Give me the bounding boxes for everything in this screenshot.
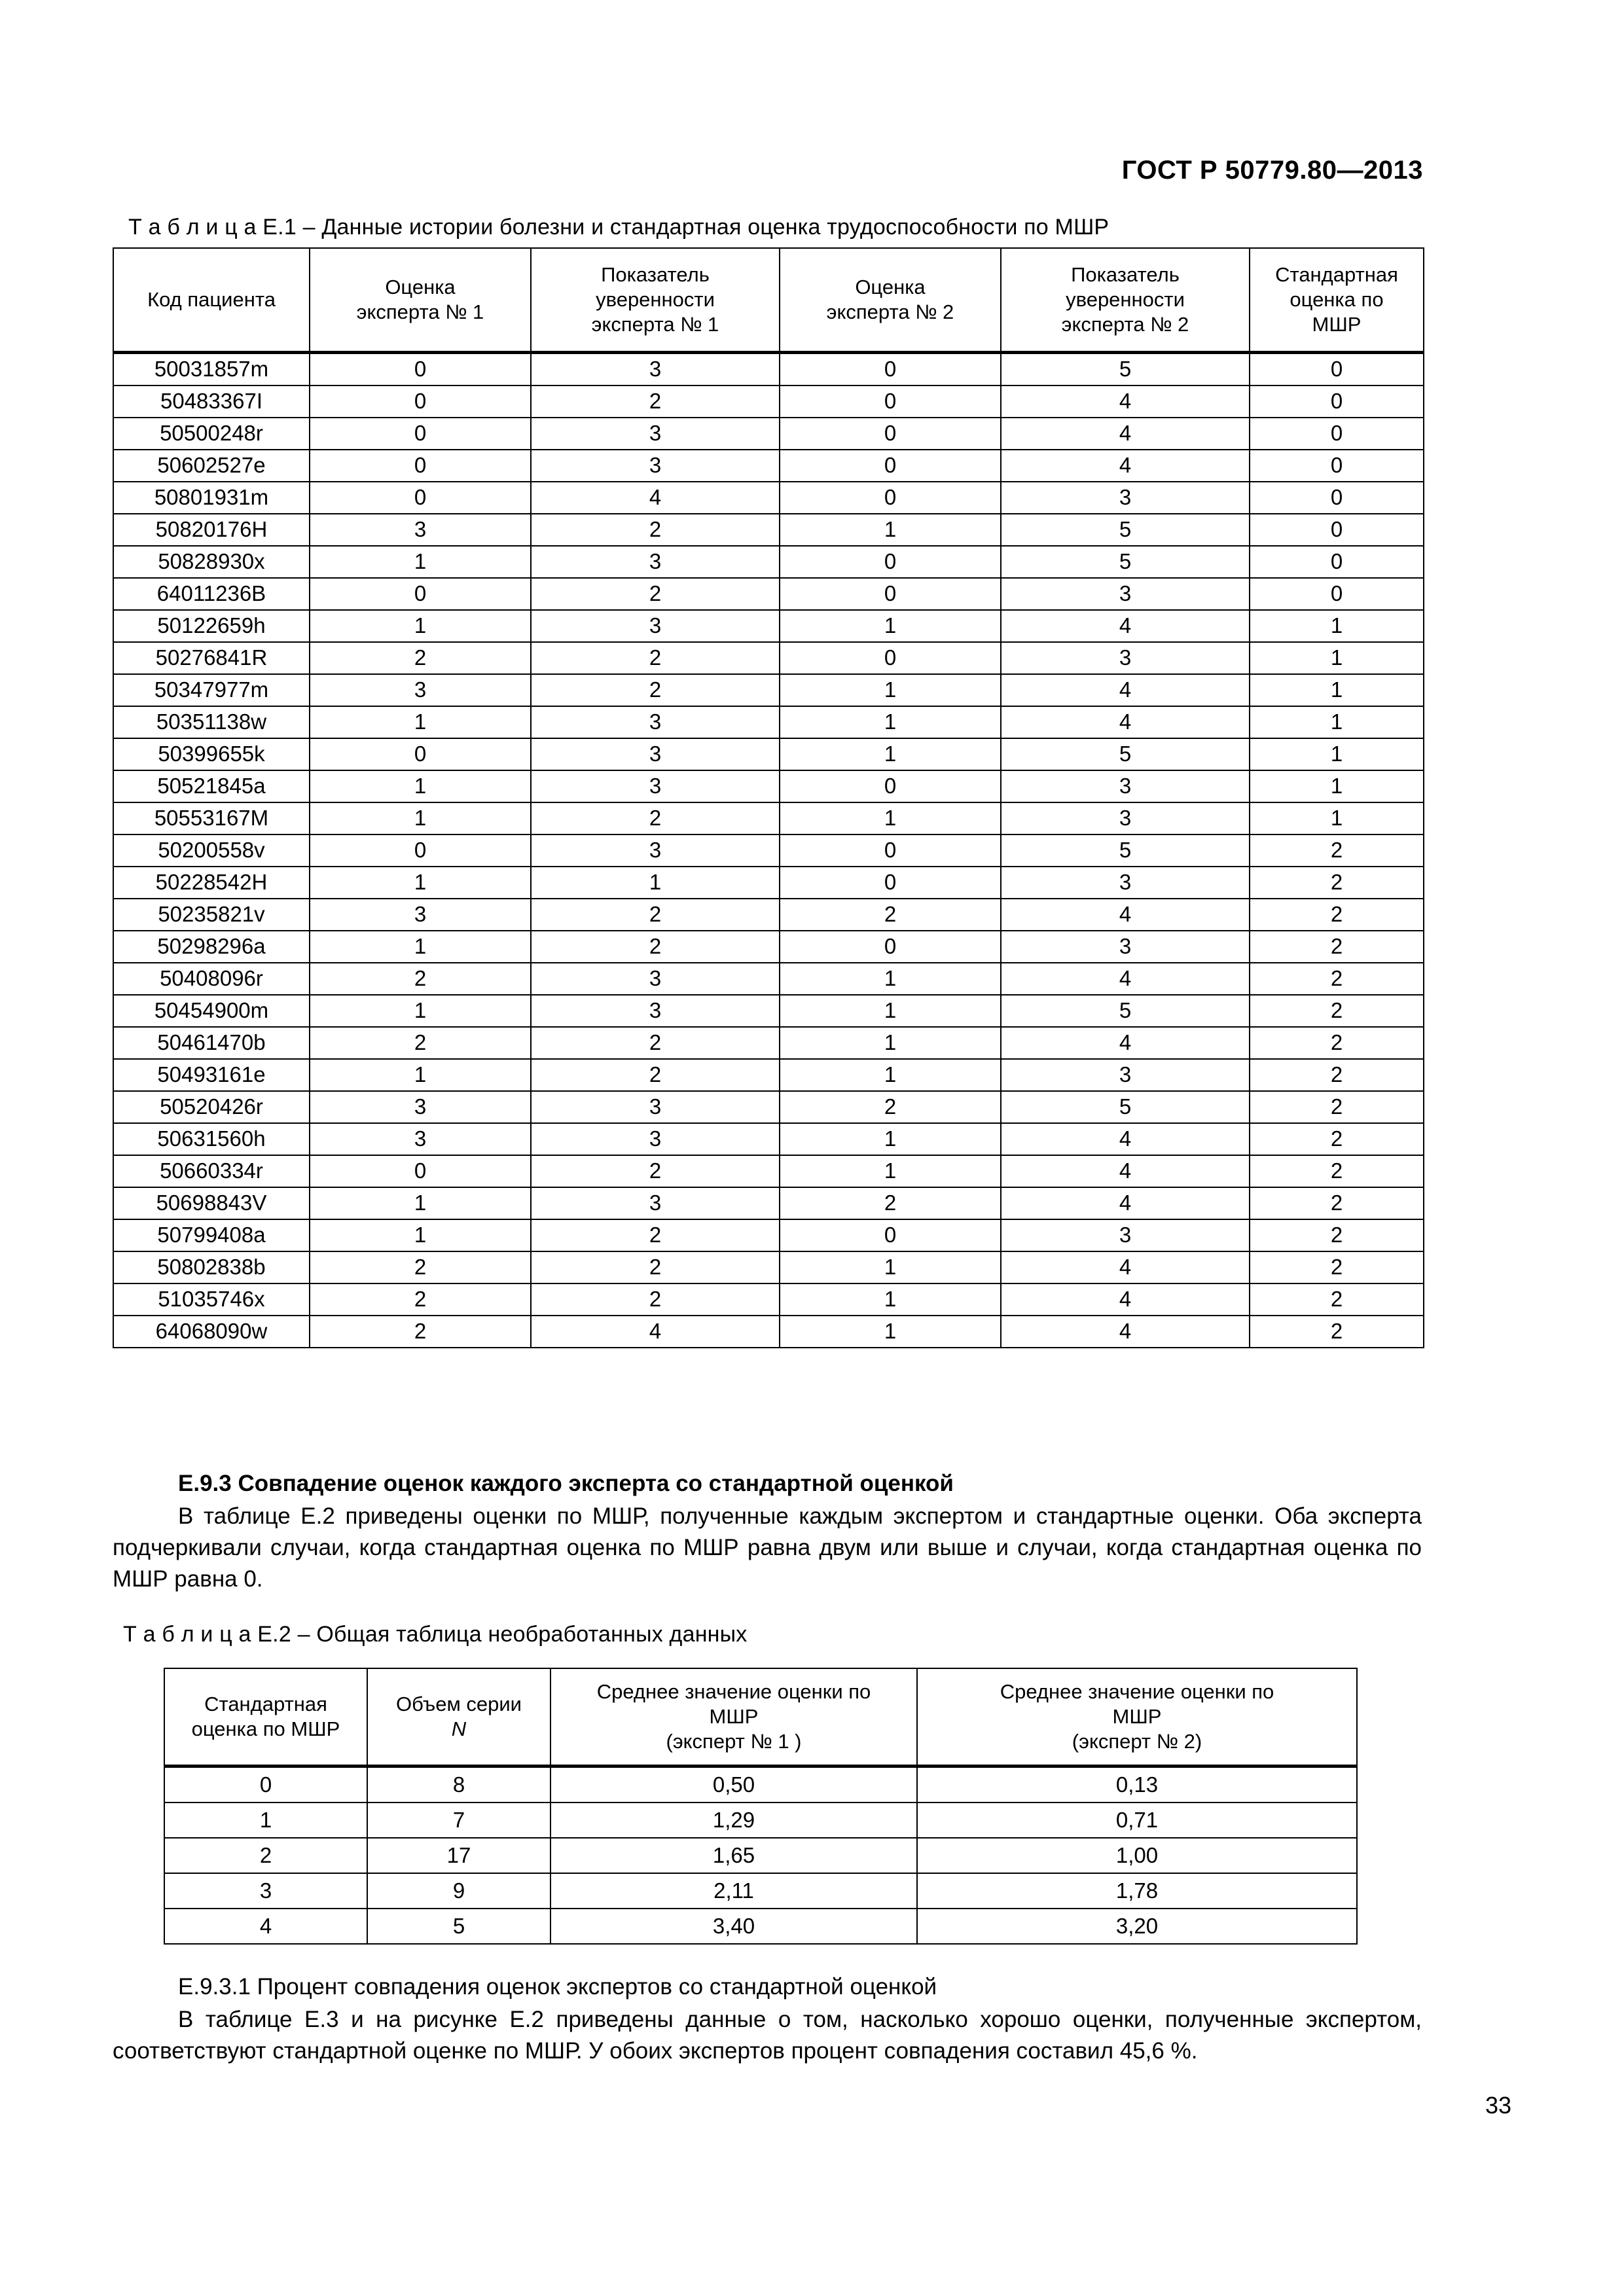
header-line: Оценка (385, 276, 456, 299)
table-cell: 0 (310, 578, 531, 610)
table-row (113, 1155, 1424, 1187)
table-cell: 0 (1250, 386, 1424, 418)
table-row (113, 706, 1424, 738)
section-e931-paragraph: В таблице Е.3 и на рисунке Е.2 приведены данные о том, насколько хорошо оценки, полученные экспертом, соответствуют стандартной оценке по МШР. У обоих экспертов процент совпадения составил 45,6 %. (113, 2006, 1422, 2064)
table-cell: 1 (780, 1155, 1001, 1187)
table-cell: 0 (780, 353, 1001, 386)
table-cell: 3 (531, 1187, 780, 1219)
table-cell: 3 (531, 546, 780, 578)
table-row (113, 867, 1424, 899)
table-cell: 1 (310, 1187, 531, 1219)
table-cell: 2 (531, 386, 780, 418)
table-e1-header-cell-4 (1001, 248, 1250, 353)
table-cell: 0 (780, 546, 1001, 578)
table-row (113, 963, 1424, 995)
table-cell: 1 (1250, 706, 1424, 738)
table-cell: 0 (1250, 514, 1424, 546)
header-line: МШР (709, 1705, 759, 1729)
table-cell: 4 (1001, 1187, 1250, 1219)
table-e1-header-cell-5 (1250, 248, 1424, 353)
section-e931 (113, 1971, 1422, 2067)
table-cell: 1 (1250, 610, 1424, 642)
header-line: Стандартная (1275, 263, 1398, 287)
header-line: (эксперт № 1 ) (666, 1729, 802, 1753)
table-e2-body (164, 1767, 1357, 1945)
table-cell: 3 (1001, 802, 1250, 834)
header-line: Среднее значение оценки по (1000, 1680, 1274, 1704)
table-cell: 0,13 (917, 1767, 1357, 1803)
table-cell: 0 (310, 418, 531, 450)
table-cell: 1 (310, 546, 531, 578)
table-cell: 0 (310, 353, 531, 386)
table-cell: 3 (310, 899, 531, 931)
table-cell: 5 (1001, 834, 1250, 867)
table-cell: 2 (164, 1838, 367, 1873)
table-cell: 4 (1001, 674, 1250, 706)
table-row (113, 1123, 1424, 1155)
table-cell: 0 (780, 1219, 1001, 1251)
table-cell: 5 (1001, 1091, 1250, 1123)
header-line: уверенности (1066, 288, 1185, 312)
table-e2-header-cell-2 (550, 1668, 917, 1767)
table-row (113, 1283, 1424, 1316)
table-cell: 50553167M (113, 802, 310, 834)
table-cell: 4 (1001, 963, 1250, 995)
table-cell: 1 (1250, 802, 1424, 834)
table-cell: 1 (310, 1219, 531, 1251)
table-row (113, 1027, 1424, 1059)
header-line: эксперта № 1 (591, 312, 719, 336)
table-cell: 50031857m (113, 353, 310, 386)
table-cell: 0 (1250, 578, 1424, 610)
table-row (113, 386, 1424, 418)
header-line: Показатель (601, 263, 710, 287)
header-line: Среднее значение оценки по (596, 1680, 871, 1704)
table-cell: 0 (310, 1155, 531, 1187)
table-cell: 3 (1001, 931, 1250, 963)
table-cell: 3 (531, 834, 780, 867)
table-cell: 3,40 (550, 1909, 917, 1944)
table-cell: 2 (1250, 995, 1424, 1027)
table-cell: 2 (780, 899, 1001, 931)
table-cell: 1 (531, 867, 780, 899)
table-row (113, 899, 1424, 931)
table-e1-header-cell-2 (531, 248, 780, 353)
table-cell: 1 (780, 963, 1001, 995)
table-cell: 2 (531, 578, 780, 610)
table-cell: 8 (367, 1767, 550, 1803)
table-e1-caption: Т а б л и ц а Е.1 – Данные истории болезни и стандартная оценка трудоспособности по МШР (128, 215, 1110, 240)
table-cell: 4 (1001, 610, 1250, 642)
table-cell: 50200558v (113, 834, 310, 867)
table-e2 (164, 1668, 1358, 1945)
table-cell: 2 (531, 642, 780, 674)
table-cell: 1 (1250, 674, 1424, 706)
table-cell: 50351138w (113, 706, 310, 738)
table-cell: 7 (367, 1803, 550, 1838)
table-cell: 51035746x (113, 1283, 310, 1316)
table-cell: 1 (780, 1251, 1001, 1283)
table-row (164, 1838, 1357, 1873)
table-row (113, 1187, 1424, 1219)
table-cell: 1,65 (550, 1838, 917, 1873)
table-cell: 2 (1250, 1091, 1424, 1123)
table-cell: 50483367I (113, 386, 310, 418)
table-cell: 2 (1250, 963, 1424, 995)
table-cell: 0 (310, 482, 531, 514)
table-cell: 2 (1250, 1251, 1424, 1283)
table-e1-header-cell-1 (310, 248, 531, 353)
table-cell: 0 (310, 738, 531, 770)
section-e931-heading: Е.9.3.1 Процент совпадения оценок экспертов со стандартной оценкой (178, 1974, 937, 2000)
table-cell: 1 (310, 931, 531, 963)
table-row (164, 1767, 1357, 1803)
table-e1-body (113, 353, 1424, 1348)
table-cell: 3 (1001, 1219, 1250, 1251)
table-cell: 3 (531, 1091, 780, 1123)
table-cell: 1 (780, 674, 1001, 706)
table-row (113, 642, 1424, 674)
table-e1-head (113, 248, 1424, 353)
table-cell: 2 (1250, 1316, 1424, 1348)
table-cell: 3 (531, 995, 780, 1027)
table-cell: 3 (1001, 642, 1250, 674)
header-line: оценка по (1290, 288, 1384, 312)
table-cell: 50298296a (113, 931, 310, 963)
table-cell: 0 (780, 386, 1001, 418)
table-cell: 9 (367, 1873, 550, 1909)
table-cell: 2 (1250, 1123, 1424, 1155)
table-cell: 50520426r (113, 1091, 310, 1123)
table-cell: 1 (780, 995, 1001, 1027)
table-cell: 3 (164, 1873, 367, 1909)
header-line: эксперта № 2 (826, 300, 954, 323)
table-cell: 2 (1250, 1027, 1424, 1059)
table-cell: 3 (1001, 867, 1250, 899)
table-cell: 50122659h (113, 610, 310, 642)
table-row (113, 482, 1424, 514)
table-row (113, 802, 1424, 834)
standard-header: ГОСТ Р 50779.80—2013 (1121, 156, 1423, 185)
table-e1 (113, 247, 1424, 1348)
table-cell: 2,11 (550, 1873, 917, 1909)
table-cell: 2 (1250, 1155, 1424, 1187)
table-cell: 0 (1250, 482, 1424, 514)
table-cell: 3 (531, 418, 780, 450)
table-cell: 0 (780, 834, 1001, 867)
table-cell: 2 (1250, 1283, 1424, 1316)
table-e1-header-row (113, 248, 1424, 353)
table-cell: 1 (780, 1316, 1001, 1348)
table-cell: 50461470b (113, 1027, 310, 1059)
header-line: Стандартная (204, 1693, 327, 1716)
header-line: эксперта № 2 (1061, 312, 1189, 336)
table-e1-header-cell-3 (780, 248, 1001, 353)
table-cell: 0 (310, 450, 531, 482)
header-line: уверенности (596, 288, 715, 312)
table-cell: 50631560h (113, 1123, 310, 1155)
table-cell: 3 (531, 450, 780, 482)
table-cell: 50235821v (113, 899, 310, 931)
table-cell: 2 (531, 1283, 780, 1316)
table-cell: 1 (310, 706, 531, 738)
table-row (113, 610, 1424, 642)
table-cell: 2 (780, 1091, 1001, 1123)
table-cell: 50500248r (113, 418, 310, 450)
table-cell: 2 (531, 1155, 780, 1187)
table-cell: 2 (310, 1027, 531, 1059)
table-cell: 5 (367, 1909, 550, 1944)
table-cell: 4 (1001, 706, 1250, 738)
table-cell: 50698843V (113, 1187, 310, 1219)
table-cell: 50660334r (113, 1155, 310, 1187)
table-cell: 0 (780, 931, 1001, 963)
header-line: эксперта № 1 (356, 300, 484, 323)
table-row (164, 1803, 1357, 1838)
table-cell: 4 (1001, 899, 1250, 931)
table-row (113, 931, 1424, 963)
table-cell: 64011236B (113, 578, 310, 610)
table-cell: 5 (1001, 546, 1250, 578)
header-line: Объем серии (396, 1693, 522, 1716)
table-cell: 50408096r (113, 963, 310, 995)
table-cell: 4 (1001, 1123, 1250, 1155)
table-cell: 1 (164, 1803, 367, 1838)
header-line: Код пациента (147, 288, 276, 312)
table-cell: 2 (310, 1251, 531, 1283)
table-cell: 3 (310, 1091, 531, 1123)
header-line: Показатель (1071, 263, 1180, 287)
table-cell: 2 (531, 931, 780, 963)
table-row (113, 578, 1424, 610)
table-cell: 3 (531, 963, 780, 995)
table-row (113, 450, 1424, 482)
table-cell: 3 (531, 610, 780, 642)
table-cell: 1 (780, 514, 1001, 546)
table-cell: 4 (164, 1909, 367, 1944)
table-cell: 4 (1001, 386, 1250, 418)
table-cell: 1,29 (550, 1803, 917, 1838)
table-cell: 2 (310, 642, 531, 674)
table-cell: 2 (780, 1187, 1001, 1219)
table-cell: 50602527e (113, 450, 310, 482)
header-line: оценка по МШР (191, 1717, 340, 1740)
header-line: МШР (1312, 312, 1362, 336)
header-line: (эксперт № 2) (1072, 1729, 1202, 1753)
table-cell: 2 (1250, 931, 1424, 963)
table-cell: 5 (1001, 738, 1250, 770)
table-e1-header-cell-0 (113, 248, 310, 353)
table-cell: 5 (1001, 514, 1250, 546)
table-cell: 3 (310, 514, 531, 546)
table-cell: 50228542H (113, 867, 310, 899)
table-cell: 1 (780, 706, 1001, 738)
table-cell: 1 (310, 770, 531, 802)
table-cell: 4 (1001, 1155, 1250, 1187)
table-cell: 5 (1001, 353, 1250, 386)
table-cell: 1 (780, 1059, 1001, 1091)
table-cell: 2 (531, 514, 780, 546)
table-cell: 1 (780, 1123, 1001, 1155)
table-cell: 50801931m (113, 482, 310, 514)
table-cell: 0 (1250, 418, 1424, 450)
table-cell: 50828930x (113, 546, 310, 578)
table-cell: 2 (531, 802, 780, 834)
table-cell: 1 (1250, 770, 1424, 802)
table-row (113, 1059, 1424, 1091)
table-cell: 3 (1001, 1059, 1250, 1091)
table-cell: 0 (780, 418, 1001, 450)
table-row (113, 1091, 1424, 1123)
table-cell: 0 (310, 834, 531, 867)
table-cell: 2 (1250, 899, 1424, 931)
table-cell: 1 (780, 1283, 1001, 1316)
table-cell: 1 (1250, 738, 1424, 770)
table-cell: 50799408a (113, 1219, 310, 1251)
table-cell: 3,20 (917, 1909, 1357, 1944)
table-cell: 0 (164, 1767, 367, 1803)
table-cell: 1 (780, 610, 1001, 642)
table-row (113, 738, 1424, 770)
table-row (164, 1873, 1357, 1909)
table-cell: 3 (531, 770, 780, 802)
table-cell: 3 (531, 1123, 780, 1155)
table-cell: 2 (531, 674, 780, 706)
table-cell: 2 (1250, 834, 1424, 867)
table-cell: 50493161e (113, 1059, 310, 1091)
table-cell: 4 (531, 482, 780, 514)
table-cell: 50802838b (113, 1251, 310, 1283)
table-cell: 2 (531, 899, 780, 931)
section-e93-paragraph: В таблице Е.2 приведены оценки по МШР, полученные каждым экспертом и стандартные оценки. Оба эксперта подчеркивали случаи, когда стандартная оценка по МШР равна двум или выше и случаи, когда стандартная оценка по МШР равна 0. (113, 1503, 1422, 1592)
table-cell: 3 (531, 706, 780, 738)
table-cell: 1,00 (917, 1838, 1357, 1873)
section-e93 (113, 1468, 1422, 1595)
table-cell: 3 (531, 738, 780, 770)
table-cell: 2 (531, 1059, 780, 1091)
table-row (164, 1909, 1357, 1944)
table-cell: 1 (310, 1059, 531, 1091)
table-row (113, 1219, 1424, 1251)
table-e2-header-cell-3 (917, 1668, 1357, 1767)
table-cell: 1 (310, 610, 531, 642)
table-cell: 50276841R (113, 642, 310, 674)
table-row (113, 418, 1424, 450)
table-row (113, 353, 1424, 386)
header-line: N (451, 1717, 467, 1740)
table-cell: 0 (780, 867, 1001, 899)
table-cell: 2 (531, 1251, 780, 1283)
table-cell: 4 (1001, 450, 1250, 482)
table-cell: 2 (531, 1027, 780, 1059)
table-cell: 2 (1250, 1187, 1424, 1219)
table-cell: 1 (310, 802, 531, 834)
table-cell: 3 (1001, 770, 1250, 802)
table-row (113, 995, 1424, 1027)
table-cell: 2 (310, 1316, 531, 1348)
table-cell: 1 (310, 867, 531, 899)
table-cell: 64068090w (113, 1316, 310, 1348)
table-cell: 3 (310, 1123, 531, 1155)
table-cell: 4 (1001, 1027, 1250, 1059)
table-cell: 50347977m (113, 674, 310, 706)
table-e2-caption: Т а б л и ц а Е.2 – Общая таблица необработанных данных (123, 1622, 748, 1647)
table-cell: 2 (1250, 867, 1424, 899)
header-line: Оценка (855, 276, 926, 299)
table-cell: 0,71 (917, 1803, 1357, 1838)
table-e2-header-cell-1 (367, 1668, 550, 1767)
table-cell: 4 (1001, 1283, 1250, 1316)
header-line: МШР (1112, 1705, 1162, 1729)
table-cell: 2 (531, 1219, 780, 1251)
table-cell: 1,78 (917, 1873, 1357, 1909)
table-cell: 3 (310, 674, 531, 706)
table-cell: 17 (367, 1838, 550, 1873)
table-cell: 50399655k (113, 738, 310, 770)
table-cell: 1 (780, 738, 1001, 770)
table-cell: 0 (1250, 546, 1424, 578)
page-number: 33 (1485, 2092, 1511, 2119)
table-cell: 0 (1250, 353, 1424, 386)
table-row (113, 1316, 1424, 1348)
table-cell: 2 (310, 963, 531, 995)
table-cell: 0 (310, 386, 531, 418)
table-cell: 2 (310, 1283, 531, 1316)
table-e2-header-cell-0 (164, 1668, 367, 1767)
table-e2-head (164, 1668, 1357, 1767)
table-row (113, 546, 1424, 578)
table-cell: 4 (1001, 1316, 1250, 1348)
table-row (113, 834, 1424, 867)
section-e93-heading: Е.9.3 Совпадение оценок каждого эксперта со стандартной оценкой (178, 1471, 954, 1496)
table-e2-header-row (164, 1668, 1357, 1767)
table-cell: 3 (1001, 482, 1250, 514)
table-cell: 0,50 (550, 1767, 917, 1803)
table-cell: 50820176H (113, 514, 310, 546)
table-cell: 1 (780, 1027, 1001, 1059)
table-cell: 1 (310, 995, 531, 1027)
table-row (113, 514, 1424, 546)
table-cell: 0 (780, 482, 1001, 514)
table-cell: 2 (1250, 1059, 1424, 1091)
table-cell: 0 (1250, 450, 1424, 482)
table-cell: 1 (1250, 642, 1424, 674)
table-cell: 50454900m (113, 995, 310, 1027)
table-cell: 3 (1001, 578, 1250, 610)
table-cell: 50521845a (113, 770, 310, 802)
table-cell: 0 (780, 770, 1001, 802)
table-cell: 4 (531, 1316, 780, 1348)
table-cell: 3 (531, 353, 780, 386)
table-row (113, 674, 1424, 706)
table-cell: 5 (1001, 995, 1250, 1027)
table-cell: 0 (780, 578, 1001, 610)
table-cell: 4 (1001, 418, 1250, 450)
table-row (113, 1251, 1424, 1283)
table-cell: 1 (780, 802, 1001, 834)
table-cell: 0 (780, 642, 1001, 674)
table-row (113, 770, 1424, 802)
table-cell: 0 (780, 450, 1001, 482)
table-cell: 2 (1250, 1219, 1424, 1251)
table-cell: 4 (1001, 1251, 1250, 1283)
